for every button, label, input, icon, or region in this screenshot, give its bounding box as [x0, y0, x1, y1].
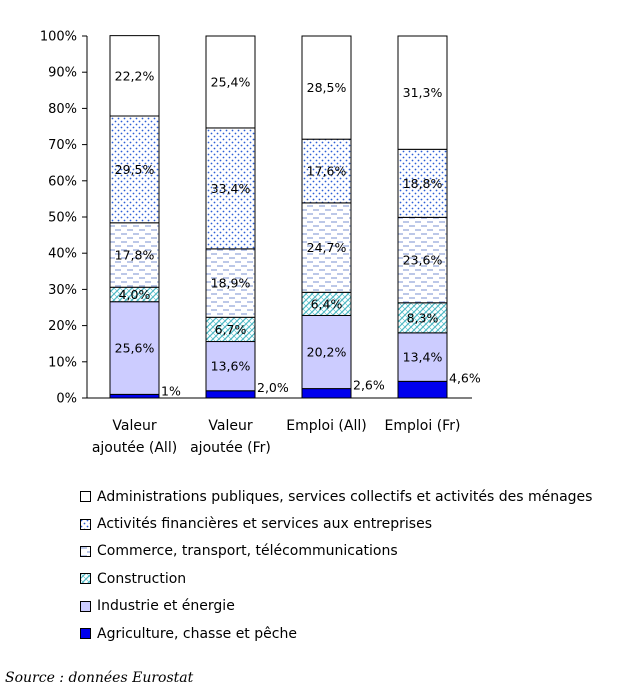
legend-label: Administrations publiques, services collectifs et activités des ménages [97, 488, 593, 505]
legend-swatch [80, 601, 91, 612]
legend-label: Industrie et énergie [97, 598, 235, 615]
y-tick-label: 40% [48, 246, 77, 262]
legend-label: Activités financières et services aux entreprises [97, 516, 432, 533]
data-label: 13,6% [210, 358, 251, 374]
bar-segment [110, 394, 159, 398]
y-tick-label: 60% [48, 174, 77, 190]
legend-item [80, 565, 592, 592]
data-label: 33,4% [210, 180, 251, 196]
y-tick-label: 80% [48, 101, 77, 117]
data-label: 2,6% [353, 377, 385, 393]
legend-swatch [80, 546, 91, 557]
bars [110, 36, 481, 399]
data-label: 6,7% [214, 321, 247, 337]
y-tick-label: 10% [48, 355, 77, 371]
y-tick-label: 50% [48, 210, 77, 226]
legend-label: Commerce, transport, télécommunications [97, 543, 398, 560]
data-label: 28,5% [306, 80, 347, 96]
data-label: 20,2% [306, 344, 347, 360]
y-tick-label: 20% [48, 319, 77, 335]
data-label: 2,0% [257, 379, 289, 395]
data-label: 22,2% [114, 68, 155, 84]
y-tick-label: 100% [39, 29, 77, 45]
data-label: 4,0% [118, 286, 151, 302]
legend-swatch [80, 628, 91, 639]
data-label: 31,3% [402, 85, 443, 101]
y-tick-label: 0% [56, 391, 77, 407]
legend-swatch [80, 519, 91, 530]
bar-segment [398, 381, 447, 398]
data-label: 25,6% [114, 340, 155, 356]
data-label: 29,5% [114, 161, 155, 177]
data-label: 24,7% [306, 240, 347, 256]
bar-stack [302, 36, 385, 398]
legend-label: Agriculture, chasse et pêche [97, 625, 297, 642]
y-tick-label: 30% [48, 282, 77, 298]
x-axis-categories [92, 418, 461, 456]
category-label: Emploi (Fr) [384, 418, 461, 434]
legend-swatch [80, 573, 91, 584]
bar-stack [398, 36, 481, 398]
legend-swatch [80, 491, 91, 502]
data-label: 13,4% [402, 349, 443, 365]
legend-item [80, 593, 592, 620]
data-label: 23,6% [402, 252, 443, 268]
bar-stack [110, 36, 181, 399]
bar-stack [206, 36, 289, 398]
legend-item [80, 483, 592, 510]
data-label: 8,3% [406, 310, 439, 326]
legend [80, 483, 592, 647]
data-label: 25,4% [210, 74, 251, 90]
legend-item [80, 510, 592, 537]
legend-label: Construction [97, 570, 187, 587]
data-label: 17,8% [114, 247, 155, 263]
data-label: 4,6% [449, 370, 481, 386]
bar-segment [206, 391, 255, 398]
category-label: Emploi (All) [286, 418, 367, 434]
legend-item [80, 620, 592, 647]
category-label: Valeur ajoutée (All) [91, 418, 178, 456]
data-label: 17,6% [306, 163, 347, 179]
source-note: Source : données Eurostat [5, 670, 194, 686]
y-tick-label: 70% [48, 138, 77, 154]
y-tick-label: 90% [48, 65, 77, 81]
data-label: 18,9% [210, 275, 251, 291]
data-label: 1% [161, 383, 181, 399]
category-label: Valeur ajoutée (Fr) [190, 418, 271, 456]
bar-segment [302, 389, 351, 398]
data-label: 6,4% [310, 296, 343, 312]
legend-item [80, 538, 592, 565]
data-label: 18,8% [402, 175, 443, 191]
